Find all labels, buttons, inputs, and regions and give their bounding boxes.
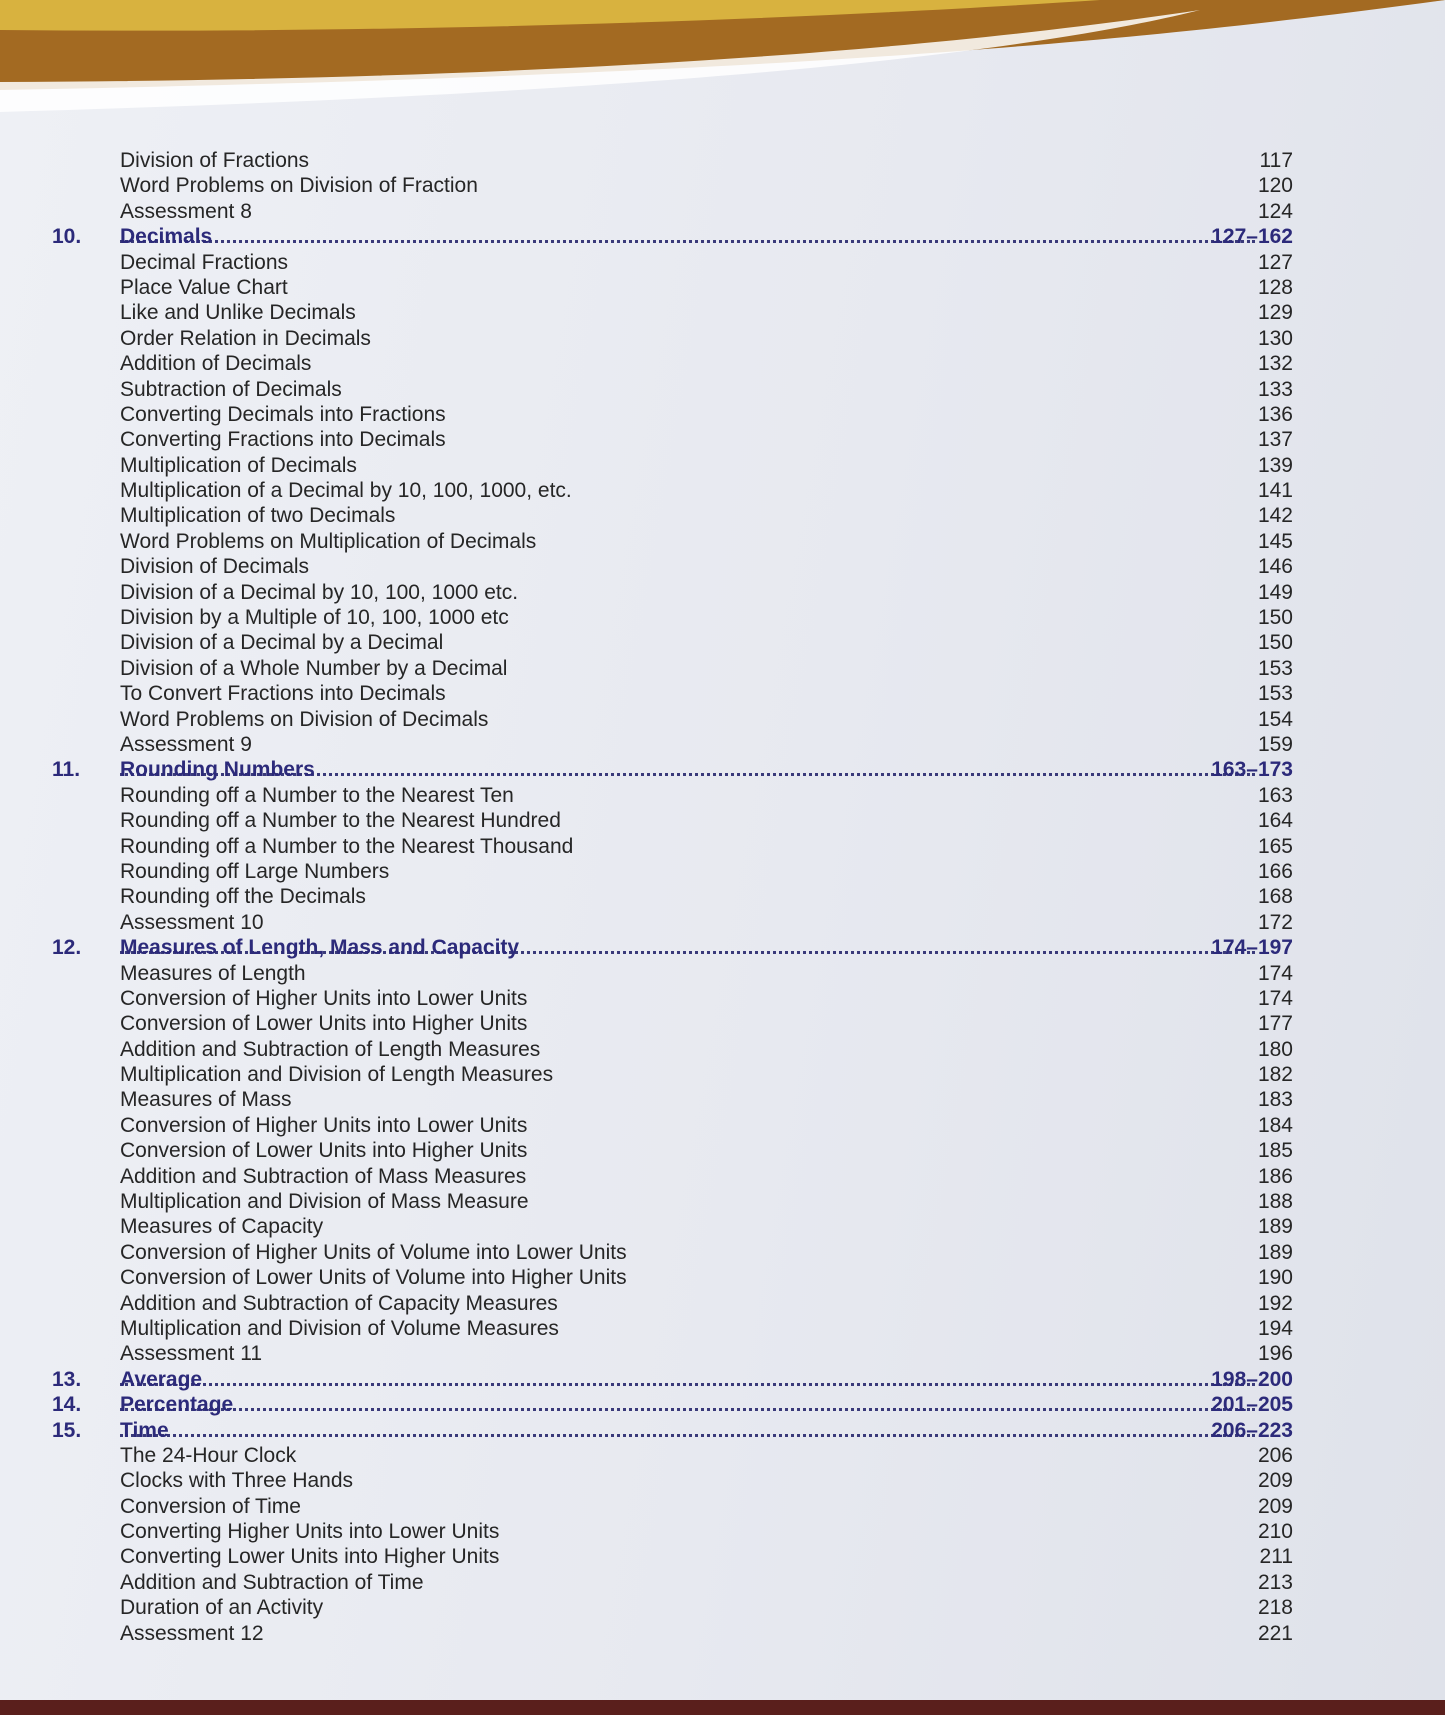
chapter-page-range: 174–197 — [1211, 936, 1293, 960]
entry-page-number: 192 — [1257, 1291, 1293, 1315]
entry-page-number: 185 — [1257, 1139, 1293, 1163]
entry-title: Multiplication and Division of Volume Measures — [120, 1316, 559, 1340]
entry-page-number: 149 — [1257, 580, 1293, 604]
entry-title: Word Problems on Division of Decimals — [120, 707, 489, 731]
entry-page-number: 130 — [1257, 326, 1293, 350]
entry-title: Order Relation in Decimals — [120, 326, 371, 350]
toc-entry-row — [0, 732, 1445, 757]
entry-title: Conversion of Higher Units into Lower Units — [120, 986, 528, 1010]
toc-entry-row — [0, 580, 1445, 605]
entry-title: Word Problems on Multiplication of Decimals — [120, 529, 537, 553]
entry-page-number: 209 — [1257, 1469, 1293, 1493]
toc-entry-row — [0, 1519, 1445, 1544]
entry-page-number: 133 — [1257, 377, 1293, 401]
entry-page-number: 165 — [1257, 834, 1293, 858]
entry-page-number: 190 — [1257, 1266, 1293, 1290]
entry-page-number: 127 — [1257, 250, 1293, 274]
entry-page-number: 194 — [1257, 1316, 1293, 1340]
entry-page-number: 146 — [1257, 555, 1293, 579]
entry-page-number: 186 — [1257, 1164, 1293, 1188]
entry-page-number: 166 — [1257, 859, 1293, 883]
entry-page-number: 172 — [1257, 910, 1293, 934]
entry-title: Converting Lower Units into Higher Units — [120, 1545, 500, 1569]
entry-page-number: 174 — [1257, 961, 1293, 985]
entry-page-number: 206 — [1257, 1443, 1293, 1467]
entry-page-number: 210 — [1257, 1520, 1293, 1544]
toc-entry-row — [0, 1214, 1445, 1239]
entry-title: Assessment 9 — [120, 732, 252, 756]
entry-title: Addition and Subtraction of Time — [120, 1570, 424, 1594]
entry-page-number: 153 — [1257, 682, 1293, 706]
toc-entry-row — [0, 529, 1445, 554]
toc-entry-row — [0, 630, 1445, 655]
entry-title: Assessment 10 — [120, 910, 264, 934]
toc-entry-row — [0, 326, 1445, 351]
toc-entry-row — [0, 427, 1445, 452]
entry-title: Multiplication and Division of Length Measures — [120, 1063, 554, 1087]
entry-title: Rounding off a Number to the Nearest Ten — [120, 783, 514, 807]
toc-chapter-row — [0, 224, 1445, 249]
entry-title: Conversion of Lower Units into Higher Units — [120, 1139, 528, 1163]
entry-title: Rounding off a Number to the Nearest Thousand — [120, 834, 574, 858]
entry-title: Converting Fractions into Decimals — [120, 428, 446, 452]
entry-page-number: 137 — [1257, 428, 1293, 452]
toc-entry-row — [0, 986, 1445, 1011]
entry-page-number: 159 — [1257, 732, 1293, 756]
toc-entry-row — [0, 1037, 1445, 1062]
toc-entry-row — [0, 1595, 1445, 1620]
toc-entry-row — [0, 1468, 1445, 1493]
entry-title: Multiplication of Decimals — [120, 453, 357, 477]
entry-title: Subtraction of Decimals — [120, 377, 342, 401]
toc-chapter-row — [0, 1392, 1445, 1417]
entry-title: Conversion of Time — [120, 1494, 301, 1518]
entry-page-number: 150 — [1257, 606, 1293, 630]
toc-entry-row — [0, 808, 1445, 833]
toc-entry-row — [0, 250, 1445, 275]
entry-title: Decimal Fractions — [120, 250, 289, 274]
entry-page-number: 221 — [1257, 1621, 1293, 1645]
entry-title: The 24-Hour Clock — [120, 1443, 297, 1467]
toc-entry-row — [0, 478, 1445, 503]
toc-chapter-row — [0, 1367, 1445, 1392]
chapter-title: Decimals — [120, 225, 213, 249]
page-bottom-edge — [0, 1700, 1445, 1715]
entry-page-number: 141 — [1257, 479, 1293, 503]
entry-title: Multiplication and Division of Mass Measure — [120, 1190, 529, 1214]
entry-page-number: 189 — [1257, 1240, 1293, 1264]
toc-entry-row — [0, 1443, 1445, 1468]
toc-entry-row — [0, 1062, 1445, 1087]
entry-page-number: 164 — [1257, 809, 1293, 833]
entry-page-number: 163 — [1257, 783, 1293, 807]
entry-title: Converting Higher Units into Lower Units — [120, 1520, 500, 1544]
toc-entry-row — [0, 1544, 1445, 1569]
entry-page-number: 168 — [1257, 885, 1293, 909]
entry-title: Division of a Decimal by 10, 100, 1000 etc. — [120, 580, 519, 604]
entry-title: Word Problems on Division of Fraction — [120, 174, 478, 198]
entry-page-number: 174 — [1257, 986, 1293, 1010]
toc-entry-row — [0, 1240, 1445, 1265]
toc-entry-row — [0, 1164, 1445, 1189]
toc-entry-row — [0, 1189, 1445, 1214]
entry-title: Division of Fractions — [120, 149, 310, 172]
chapter-title: Rounding Numbers — [120, 758, 315, 782]
entry-title: Rounding off Large Numbers — [120, 859, 390, 883]
entry-page-number: 154 — [1257, 707, 1293, 731]
toc-entry-row — [0, 1316, 1445, 1341]
entry-title: Conversion of Lower Units into Higher Units — [120, 1012, 528, 1036]
entry-title: Like and Unlike Decimals — [120, 301, 356, 325]
toc-entry-row — [0, 1621, 1445, 1646]
chapter-number: 11. — [52, 758, 81, 782]
entry-page-number: 209 — [1257, 1494, 1293, 1518]
toc-entry-row — [0, 1113, 1445, 1138]
chapter-title: Percentage — [120, 1393, 234, 1417]
entry-title: Addition of Decimals — [120, 352, 312, 376]
entry-page-number: 128 — [1257, 275, 1293, 299]
entry-title: Addition and Subtraction of Length Measures — [120, 1037, 541, 1061]
toc-entry-row — [0, 275, 1445, 300]
entry-title: Duration of an Activity — [120, 1596, 324, 1620]
entry-page-number: 139 — [1257, 453, 1293, 477]
entry-page-number: 142 — [1257, 504, 1293, 528]
toc-entry-row — [0, 884, 1445, 909]
entry-page-number: 124 — [1257, 199, 1293, 223]
toc-chapter-row — [0, 757, 1445, 782]
toc-entry-row — [0, 1291, 1445, 1316]
entry-title: Measures of Mass — [120, 1088, 292, 1112]
entry-page-number: 136 — [1257, 402, 1293, 426]
toc-entry-row — [0, 834, 1445, 859]
table-of-contents — [0, 148, 1445, 1646]
chapter-number: 14. — [52, 1393, 82, 1417]
toc-entry-row — [0, 1011, 1445, 1036]
entry-page-number: 211 — [1259, 1545, 1293, 1569]
toc-entry-row — [0, 453, 1445, 478]
entry-page-number: 117 — [1259, 149, 1293, 172]
entry-title: Addition and Subtraction of Mass Measures — [120, 1164, 527, 1188]
entry-title: Measures of Length — [120, 961, 306, 985]
entry-title: Multiplication of a Decimal by 10, 100, 1000, etc. — [120, 479, 572, 503]
dot-leader — [120, 226, 1255, 243]
toc-entry-row — [0, 605, 1445, 630]
chapter-number: 13. — [52, 1367, 82, 1391]
toc-entry-row — [0, 707, 1445, 732]
entry-page-number: 145 — [1257, 529, 1293, 553]
chapter-title: Measures of Length, Mass and Capacity — [120, 936, 520, 960]
entry-title: Conversion of Higher Units into Lower Units — [120, 1113, 528, 1137]
entry-page-number: 213 — [1257, 1570, 1293, 1594]
toc-entry-row — [0, 1494, 1445, 1519]
toc-entry-row — [0, 656, 1445, 681]
entry-title: Division of a Whole Number by a Decimal — [120, 656, 508, 680]
chapter-page-range: 127–162 — [1211, 225, 1293, 249]
entry-title: Assessment 8 — [120, 199, 252, 223]
entry-title: Addition and Subtraction of Capacity Measures — [120, 1291, 558, 1315]
toc-entry-row — [0, 503, 1445, 528]
chapter-number: 12. — [52, 936, 82, 960]
toc-entry-row — [0, 783, 1445, 808]
entry-page-number: 196 — [1257, 1342, 1293, 1366]
entry-title: Measures of Capacity — [120, 1215, 324, 1239]
entry-page-number: 218 — [1257, 1596, 1293, 1620]
entry-page-number: 184 — [1257, 1113, 1293, 1137]
entry-page-number: 182 — [1257, 1063, 1293, 1087]
toc-entry-row — [0, 402, 1445, 427]
chapter-page-range: 206–223 — [1211, 1418, 1293, 1442]
entry-title: Division of Decimals — [120, 555, 310, 579]
toc-entry-row — [0, 377, 1445, 402]
dot-leader — [120, 1369, 1255, 1386]
entry-title: Converting Decimals into Fractions — [120, 402, 446, 426]
entry-title: Rounding off the Decimals — [120, 885, 366, 909]
toc-entry-row — [0, 1570, 1445, 1595]
toc-entry-row — [0, 300, 1445, 325]
entry-title: Assessment 12 — [120, 1621, 264, 1645]
toc-chapter-row — [0, 935, 1445, 960]
toc-entry-row — [0, 199, 1445, 224]
toc-entry-row — [0, 1138, 1445, 1163]
entry-title: Division of a Decimal by a Decimal — [120, 631, 444, 655]
toc-entry-row — [0, 910, 1445, 935]
chapter-page-range: 201–205 — [1211, 1393, 1293, 1417]
toc-entry-row — [0, 148, 1445, 173]
entry-page-number: 189 — [1257, 1215, 1293, 1239]
entry-page-number: 177 — [1257, 1012, 1293, 1036]
entry-page-number: 120 — [1257, 174, 1293, 198]
toc-entry-row — [0, 1341, 1445, 1366]
toc-entry-row — [0, 173, 1445, 198]
chapter-number: 10. — [52, 225, 82, 249]
chapter-page-range: 163–173 — [1211, 758, 1293, 782]
entry-title: Rounding off a Number to the Nearest Hundred — [120, 809, 561, 833]
chapter-page-range: 198–200 — [1211, 1367, 1293, 1391]
entry-title: Multiplication of two Decimals — [120, 504, 396, 528]
entry-title: Division by a Multiple of 10, 100, 1000 etc — [120, 606, 509, 630]
toc-entry-row — [0, 1265, 1445, 1290]
entry-page-number: 150 — [1257, 631, 1293, 655]
entry-page-number: 129 — [1257, 301, 1293, 325]
decorative-header-band — [0, 0, 1445, 130]
entry-page-number: 180 — [1257, 1037, 1293, 1061]
entry-page-number: 153 — [1257, 656, 1293, 680]
toc-entry-row — [0, 681, 1445, 706]
chapter-title: Time — [120, 1418, 169, 1442]
entry-title: Place Value Chart — [120, 275, 288, 299]
chapter-number: 15. — [52, 1418, 82, 1442]
toc-entry-row — [0, 351, 1445, 376]
toc-entry-row — [0, 859, 1445, 884]
entry-page-number: 183 — [1257, 1088, 1293, 1112]
toc-chapter-row — [0, 1418, 1445, 1443]
entry-title: Clocks with Three Hands — [120, 1469, 354, 1493]
dot-leader — [120, 1394, 1255, 1411]
toc-entry-row — [0, 961, 1445, 986]
toc-entry-row — [0, 1087, 1445, 1112]
entry-title: Assessment 11 — [120, 1342, 263, 1366]
toc-entry-row — [0, 554, 1445, 579]
entry-title: Conversion of Lower Units of Volume into Higher Units — [120, 1266, 627, 1290]
entry-title: To Convert Fractions into Decimals — [120, 682, 446, 706]
entry-title: Conversion of Higher Units of Volume into Lower Units — [120, 1240, 627, 1264]
dot-leader — [120, 1420, 1255, 1437]
entry-page-number: 188 — [1257, 1190, 1293, 1214]
chapter-title: Average — [120, 1367, 203, 1391]
entry-page-number: 132 — [1257, 352, 1293, 376]
